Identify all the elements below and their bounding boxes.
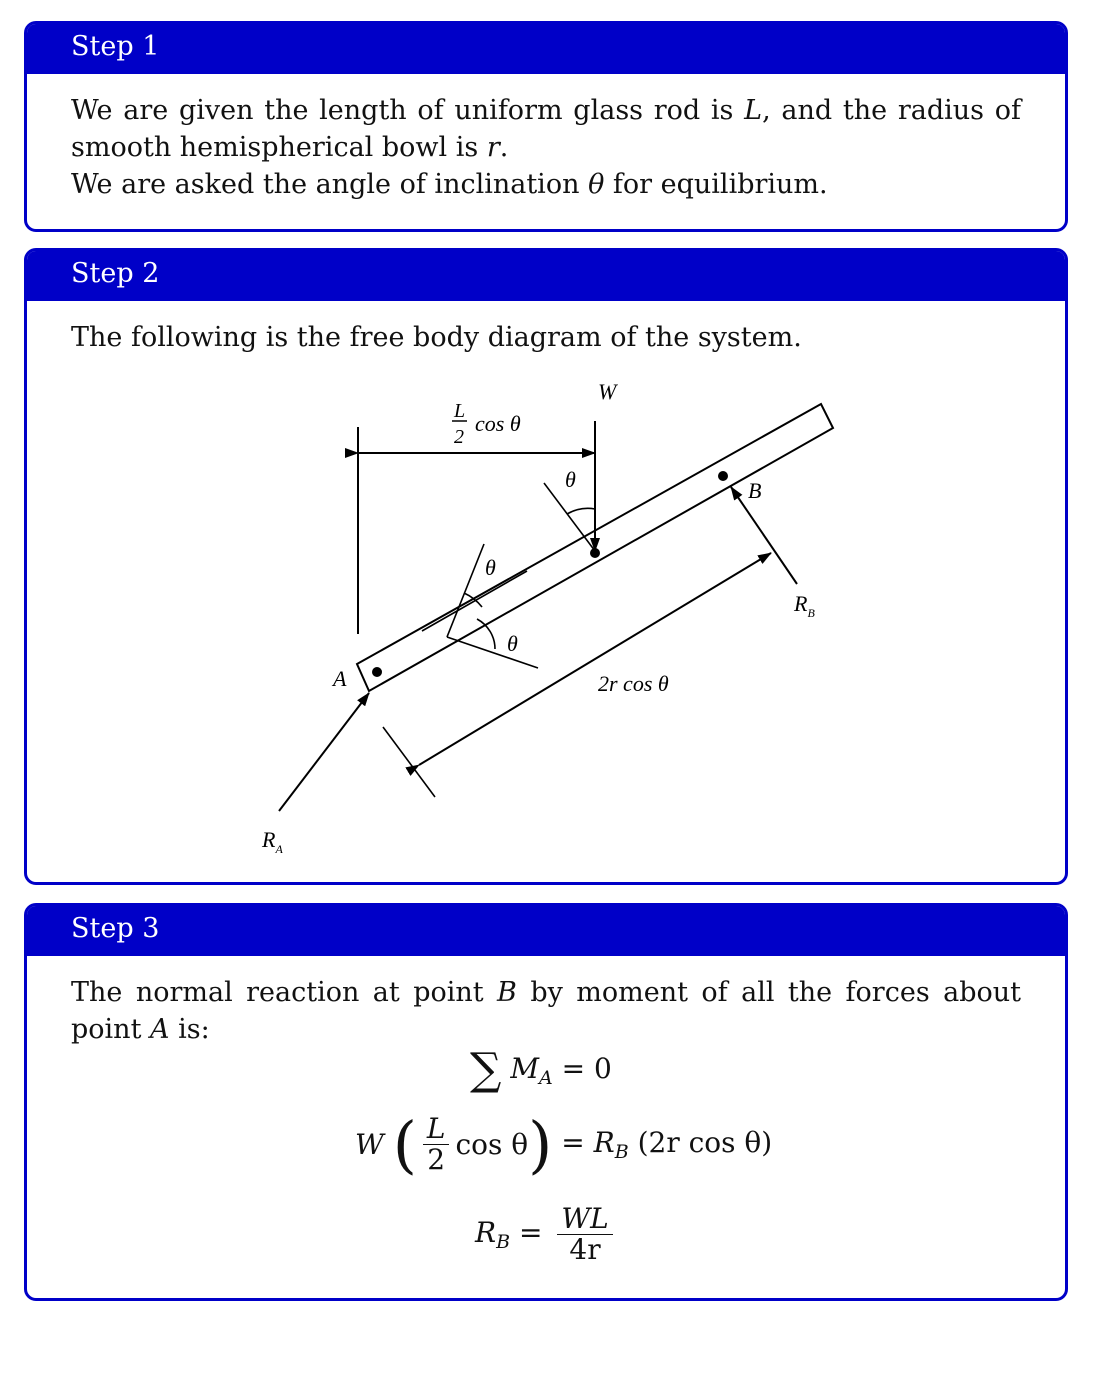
label-w: W: [598, 379, 617, 404]
rhs-group: = $R_B$ (2r cos θ): [561, 1126, 773, 1163]
moment-symbol: M: [510, 1052, 539, 1085]
label-a: A: [333, 666, 347, 691]
step-3-header: [27, 906, 1065, 956]
label-2: 2: [454, 426, 464, 448]
label-ra: $R_A$: [262, 827, 283, 856]
step-1-title: Step 1: [71, 31, 160, 62]
moment-text-2: by moment of all the forces about point: [71, 977, 1021, 1045]
step-1-card: [24, 21, 1068, 232]
span-dimension: [419, 553, 771, 765]
step-3-card: [24, 903, 1068, 1301]
moment-text: The normal reaction at point: [71, 977, 498, 1008]
cos-theta: cos θ: [455, 1128, 529, 1161]
var-theta: θ: [588, 169, 605, 200]
step-1-header: [27, 24, 1065, 74]
label-2rcos: 2r cos θ: [598, 671, 669, 696]
reaction-a-arrow: [279, 693, 369, 811]
fraction-wl-over-4r: $\frac{WL}{4r}$: [557, 1204, 612, 1265]
equation-reaction-b: [475, 1204, 619, 1265]
label-theta-1: θ: [485, 555, 496, 580]
point-b-dot: [718, 471, 728, 481]
equation-moment-sum: [470, 1044, 612, 1095]
step-1-body: [27, 74, 1065, 203]
var-r: r: [486, 132, 500, 163]
step-2-card: [24, 248, 1068, 885]
moment-rhs: = 0: [552, 1052, 612, 1085]
step-1-given: [71, 92, 1021, 166]
given-text: We are given the length of uniform glass rod is: [71, 95, 745, 126]
label-rb: $R_B$: [794, 591, 815, 620]
label-b: B: [748, 478, 762, 503]
given-end: .: [499, 132, 509, 163]
step-3-body: [27, 956, 1065, 1048]
free-body-diagram: [27, 361, 1065, 885]
step-3-title: Step 3: [71, 913, 160, 944]
equation-moment-balance: W ( $\frac{L}{2}$ $\cos \theta) = R_B$ (2r cos θ): [355, 1108, 773, 1181]
label-l: L: [454, 400, 466, 422]
point-a-dot: [372, 667, 382, 677]
rb-lhs: $R_B$ =: [475, 1216, 552, 1253]
step-2-header: [27, 251, 1065, 301]
var-A: A: [150, 1014, 170, 1045]
label-theta-2: θ: [507, 631, 518, 656]
step-1-asked: [71, 166, 1021, 203]
moment-subscript: A: [539, 1067, 553, 1089]
var-B: B: [497, 977, 517, 1008]
label-cos: cos θ: [475, 411, 521, 436]
step-2-text: The following is the free body diagram of the system.: [71, 322, 802, 353]
sigma-symbol: ∑: [470, 1044, 502, 1095]
step-2-body: [27, 301, 1065, 356]
asked-end: for equilibrium.: [604, 169, 828, 200]
step-3-text: [71, 974, 1021, 1048]
weight-symbol: W: [355, 1128, 384, 1161]
var-L: L: [744, 95, 763, 126]
label-theta-w: θ: [565, 467, 576, 492]
asked-text: We are asked the angle of inclination: [71, 169, 589, 200]
reaction-b-arrow: [731, 487, 797, 584]
given-text-2: , and the radius of smooth hemispherical bowl is: [71, 95, 1021, 163]
step-2-title: Step 2: [71, 258, 160, 289]
moment-end: is:: [169, 1014, 210, 1045]
fraction-l-over-2: $\frac{L}{2}$: [423, 1114, 450, 1175]
center-of-mass-dot: [590, 548, 600, 558]
